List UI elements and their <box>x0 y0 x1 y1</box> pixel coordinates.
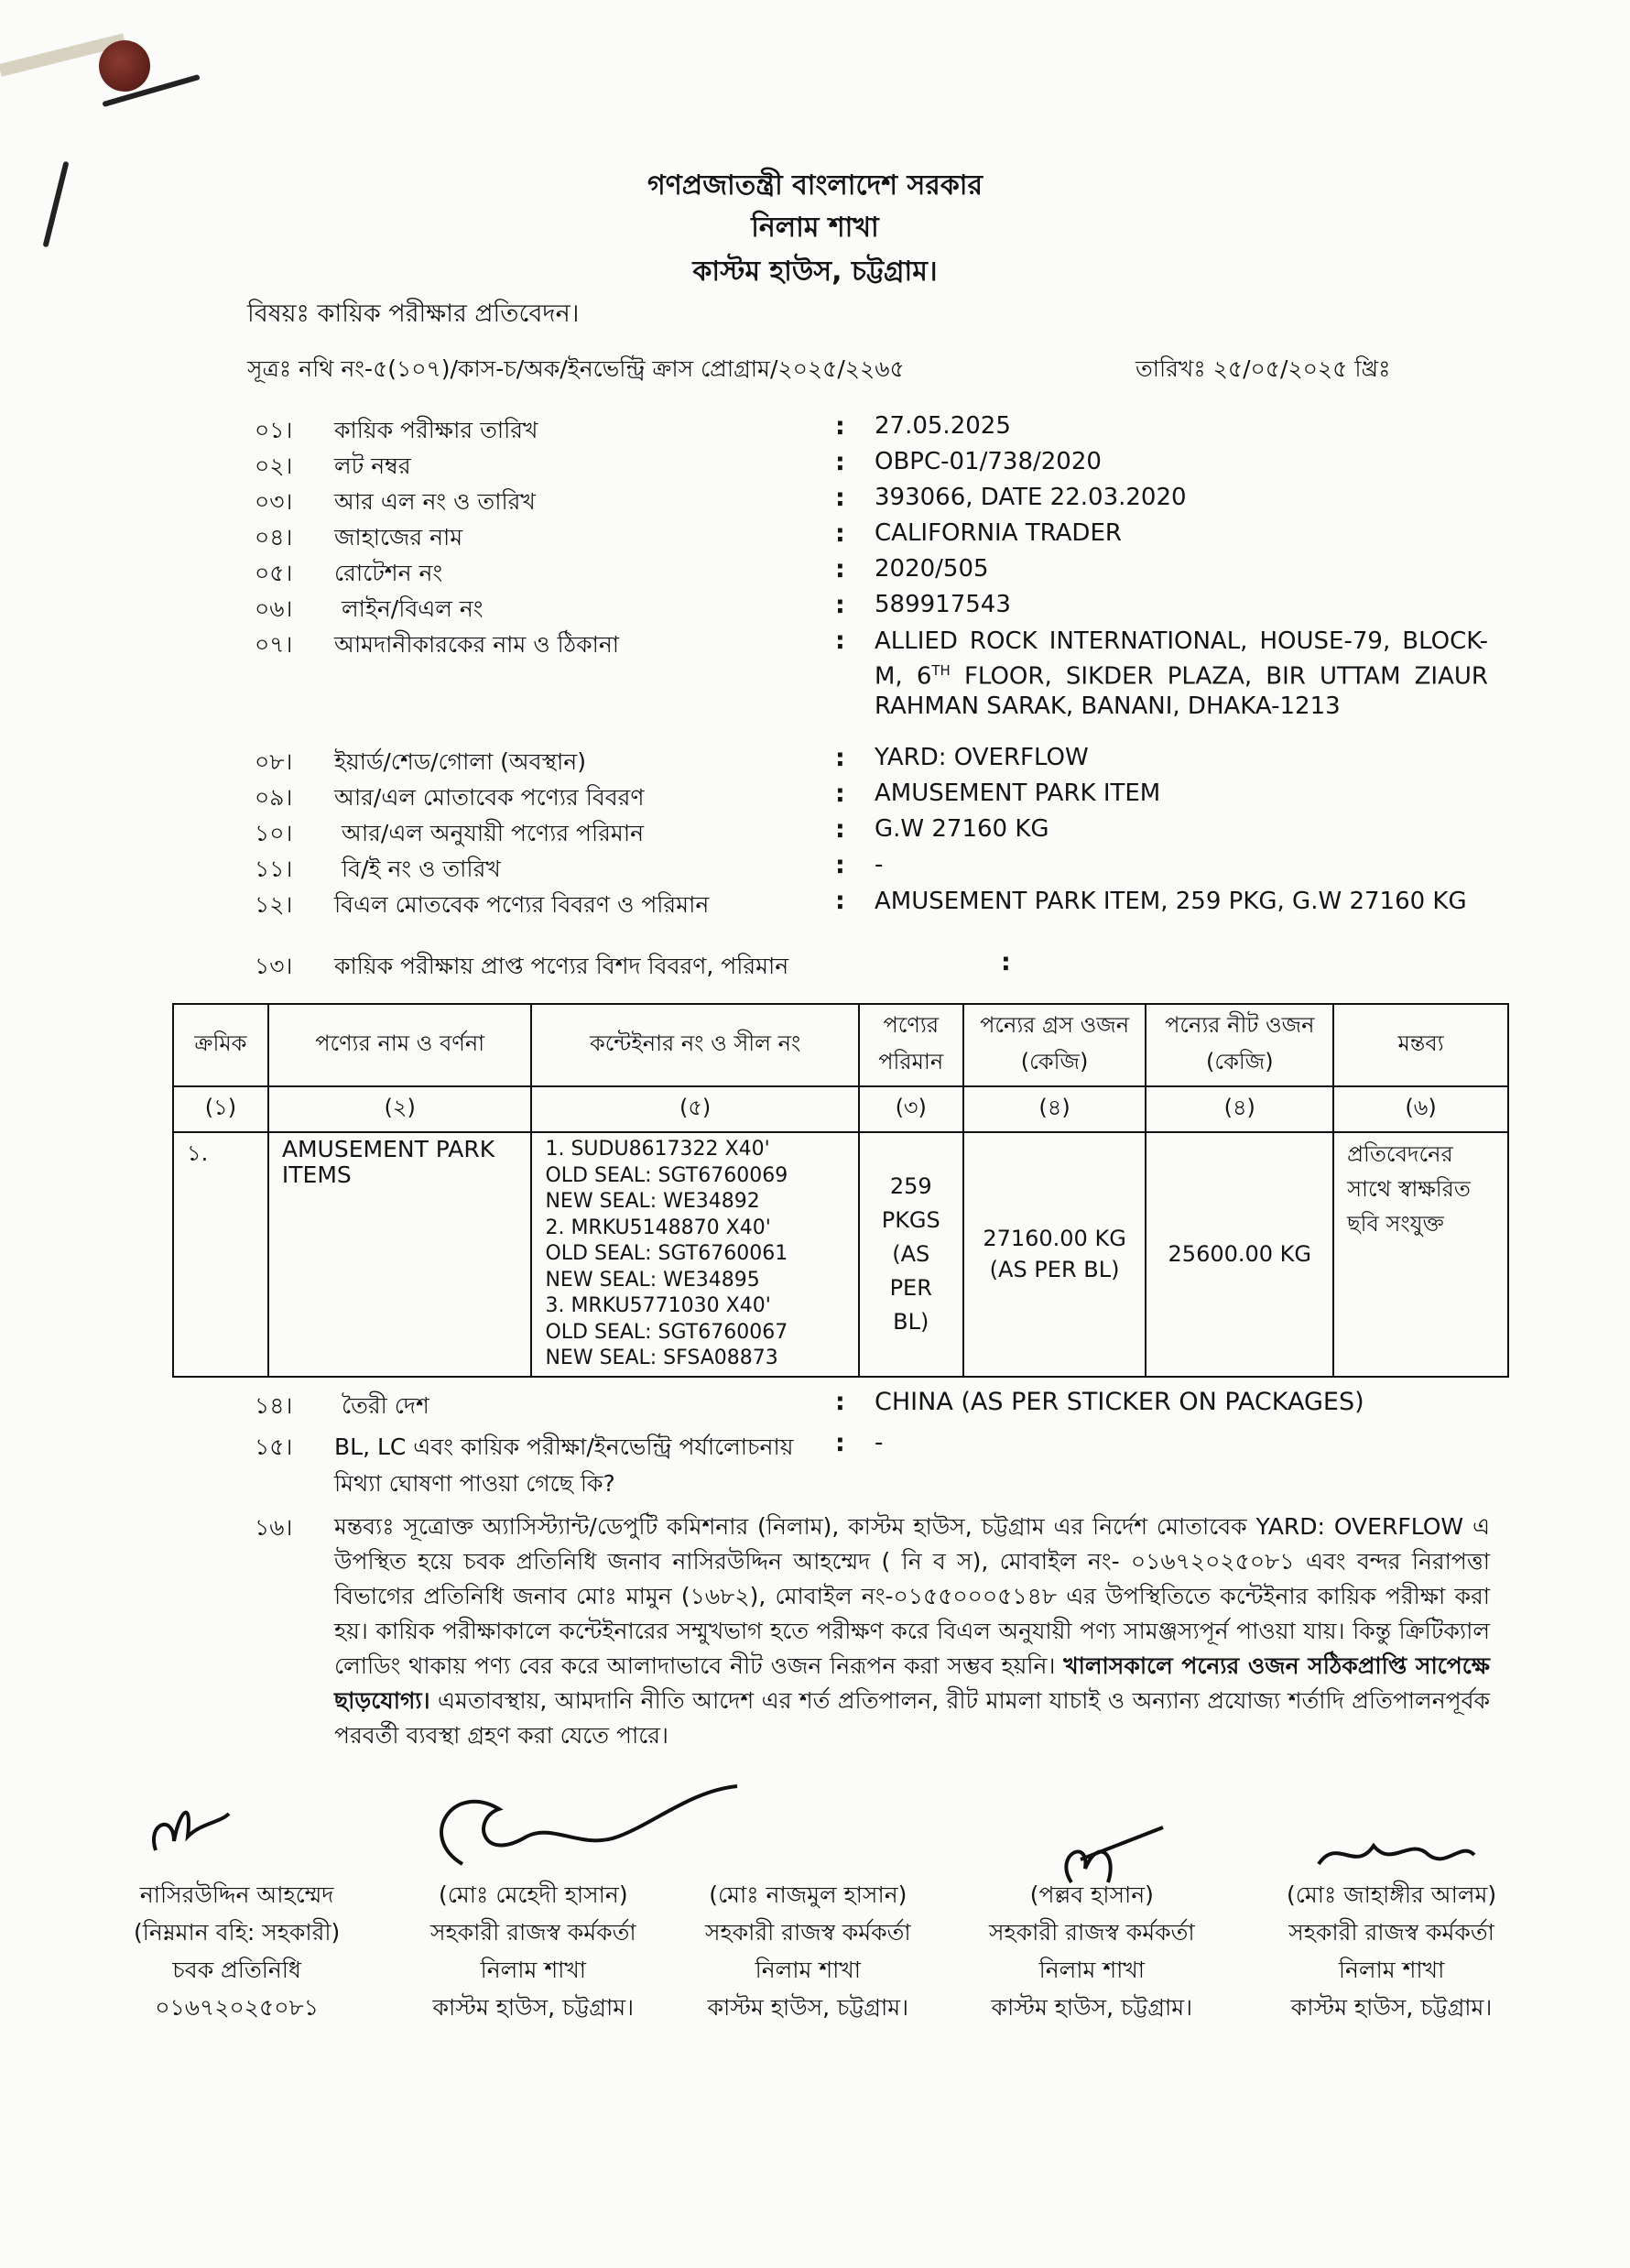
date-line: তারিখঃ ২৫/০৫/২০২৫ খ্রিঃ <box>1136 355 1391 382</box>
header-gross-weight: পন্যের গ্রস ওজন (কেজি) <box>963 1004 1146 1086</box>
index-cell: (৪) <box>963 1086 1146 1132</box>
signatory-1: নাসিরউদ্দিন আহম্মেদ (নিম্নমান বহি: সহকারী) চবক প্রতিনিধি ০১৬৭২০২৫০৮১ <box>134 1881 341 2021</box>
item-value: CALIFORNIA TRADER <box>875 519 1122 547</box>
gross-weight-cell: 27160.00 KG (AS PER BL) <box>963 1132 1146 1377</box>
header-quantity: পণ্যের পরিমান <box>859 1004 963 1086</box>
index-cell: (৩) <box>859 1086 963 1132</box>
header-remarks: মন্তব্য <box>1333 1004 1508 1086</box>
item-value: AMUSEMENT PARK ITEM <box>875 780 1161 807</box>
item-colon: : <box>835 1429 845 1457</box>
remarks-paragraph: মন্তব্যঃ সূত্রোক্ত অ্যাসিস্ট্যান্ট/ডেপুটি কমিশনার (নিলাম), কাস্টম হাউস, চট্টগ্রাম এর নির্দেশ মোতাবেক YARD: OVERFLOW এ উপস্থিত হয়ে চবক প্রতিনিধি জনাব নাসিরউদ্দিন আহম্মেদ ( নি ব স), মোবাইল নং- ০১৬৭২০২৫০৮১ এবং বন্দর নিরাপত্তা বিভাগের প্রতিনিধি জনাব মোঃ মামুন (১৬৮২), মোবাইল নং-০১৫৫০০০৫১৪৮ এর উপস্থিতিতে কন্টেইনার কায়িক পরীক্ষা করা হয়। কায়িক পরীক্ষাকালে কন্টেইনারের সম্মুখভাগ হতে পরীক্ষণ করে বিএল অনুযায়ী পণ্য সামঞ্জস্যপূর্ন পাওয়া যায়। কিন্তু ক্রিটিক্যাল লোডিং থাকায় পণ্য বের করে আলাদাভাবে নীট ওজন নিরূপন করা সম্ভব হয়নি। খালাসকালে পন্যের ওজন সঠিকপ্রাপ্তি সাপেক্ষে ছাড়যোগ্য। এমতাবস্থায়, আমদানি নীতি আদেশ এর শর্ত প্রতিপালন, রীট মামলা যাচাই ও অন্যান্য প্রযোজ্য শর্তাদি প্রতিপালনপূর্বক পরবর্তী ব্যবস্থা গ্রহণ করা যেতে পারে। <box>334 1513 1491 1749</box>
item-row-02 <box>0 448 1630 479</box>
reference-line: সূত্রঃ নথি নং-৫(১০৭)/কাস-চ/অক/ইনভেন্ট্রি ক্রাস প্রোগ্রাম/২০২৫/২২৬৫ <box>247 355 905 382</box>
header-serial: ক্রমিক <box>173 1004 268 1086</box>
goods-table <box>172 1003 1509 1378</box>
importer-address: ALLIED ROCK INTERNATIONAL, HOUSE-79, BLOCK-M, 6TH FLOOR, SIKDER PLAZA, BIR UTTAM ZIAUR RAHMAN SARAK, BANANI, DHAKA-1213 <box>875 627 1488 720</box>
item-value: OBPC-01/738/2020 <box>875 448 1102 475</box>
item-value: YARD: OVERFLOW <box>875 744 1089 771</box>
item-row-01 <box>0 412 1630 443</box>
item-label: আর এল নং ও তারিখ <box>334 488 536 515</box>
index-cell: (২) <box>268 1086 532 1132</box>
item-number: ১১। <box>255 856 293 882</box>
item-number: ১৫। <box>255 1434 293 1460</box>
signatory-4: (পল্লব হাসান) সহকারী রাজস্ব কর্মকর্তা নিলাম শাখা কাস্টম হাউস, চট্টগ্রাম। <box>989 1881 1195 2021</box>
net-weight-cell: 25600.00 KG <box>1146 1132 1333 1377</box>
item-number: ০২। <box>255 453 293 479</box>
header-goods-name: পণ্যের নাম ও বর্ণনা <box>268 1004 532 1086</box>
item-row-03 <box>0 484 1630 515</box>
item-colon: : <box>835 519 845 548</box>
item-number: ১৬। <box>255 1514 293 1541</box>
item-value: 27.05.2025 <box>875 412 1011 440</box>
item-label: জাহাজের নাম <box>334 524 463 551</box>
item-value: 393066, DATE 22.03.2020 <box>875 484 1187 511</box>
item-row-13 <box>0 948 1630 979</box>
subject-line: বিষয়ঃ কায়িক পরীক্ষার প্রতিবেদন। <box>247 300 580 328</box>
item-colon: : <box>835 412 845 441</box>
signature-mark <box>417 1782 755 1882</box>
item-colon: : <box>835 744 845 772</box>
item-colon: : <box>835 1388 845 1416</box>
item-label: তৈরী দেশ <box>342 1392 429 1419</box>
item-number: ১০। <box>255 820 293 846</box>
header-office: কাস্টম হাউস, চট্টগ্রাম। <box>692 256 938 288</box>
header-container: কন্টেইনার নং ও সীল নং <box>531 1004 858 1086</box>
item-value: 2020/505 <box>875 555 989 583</box>
item-number: ০১। <box>255 417 293 443</box>
item-colon: : <box>835 591 845 619</box>
item-number: ০৯। <box>255 784 293 811</box>
table-index-row <box>173 1086 1508 1132</box>
item-number: ১৩। <box>255 953 293 979</box>
signatory-5: (মোঃ জাহাঙ্গীর আলম) সহকারী রাজস্ব কর্মকর্তা নিলাম শাখা কাস্টম হাউস, চট্টগ্রাম। <box>1287 1881 1497 2021</box>
item-label-continued: মিথ্যা ঘোষণা পাওয়া গেছে কি? <box>334 1470 615 1497</box>
item-label: কায়িক পরীক্ষায় প্রাপ্ত পণ্যের বিশদ বিবরণ, পরিমান <box>334 953 789 979</box>
item-colon: : <box>835 448 845 476</box>
container-cell: 1. SUDU8617322 X40' OLD SEAL: SGT6760069 NEW SEAL: WE34892 2. MRKU5148870 X40' OLD SEAL: SGT6760061 NEW SEAL: WE34895 3. MRKU5771030 X40' OLD SEAL: SGT6760067 NEW SEAL: SFSA08873 <box>531 1132 858 1377</box>
item-row-14 <box>0 1388 1630 1419</box>
item-value: 589917543 <box>875 591 1011 618</box>
item-number: ০৫। <box>255 560 293 586</box>
index-cell: (৬) <box>1333 1086 1508 1132</box>
item-value: - <box>875 1429 884 1456</box>
goods-name-cell: AMUSEMENT PARK ITEMS <box>268 1132 532 1377</box>
item-value: G.W 27160 KG <box>875 815 1049 843</box>
item-label: কায়িক পরীক্ষার তারিখ <box>334 417 538 443</box>
index-cell: (১) <box>173 1086 268 1132</box>
item-number: ১৪। <box>255 1392 293 1419</box>
item-colon: : <box>835 851 845 879</box>
signatory-2: (মোঃ মেহেদী হাসান) সহকারী রাজস্ব কর্মকর্তা নিলাম শাখা কাস্টম হাউস, চট্টগ্রাম। <box>430 1881 636 2021</box>
item-colon: : <box>835 815 845 844</box>
item-label: লট নম্বর <box>334 453 411 479</box>
item-label: আর/এল অনুযায়ী পণ্যের পরিমান <box>342 820 644 846</box>
header-government: গণপ্রজাতন্ত্রী বাংলাদেশ সরকার <box>647 169 983 202</box>
item-label: বি/ই নং ও তারিখ <box>342 856 501 882</box>
item-row-06 <box>0 591 1630 622</box>
item-row-11 <box>0 851 1630 882</box>
item-row-10 <box>0 815 1630 846</box>
table-row <box>173 1132 1508 1377</box>
signature-mark <box>137 1786 247 1869</box>
item-colon: : <box>835 484 845 512</box>
serial-cell: ১. <box>173 1132 268 1377</box>
remarks-cell: প্রতিবেদনের সাথে স্বাক্ষরিত ছবি সংযুক্ত <box>1333 1132 1508 1377</box>
item-label: লাইন/বিএল নং <box>342 595 484 622</box>
signature-mark <box>1309 1827 1483 1882</box>
header-branch: নিলাম শাখা <box>751 212 879 244</box>
item-colon: : <box>835 627 845 655</box>
header-net-weight: পন্যের নীট ওজন (কেজি) <box>1146 1004 1333 1086</box>
quantity-cell: 259 PKGS (AS PER BL) <box>859 1132 963 1377</box>
item-colon: : <box>1001 948 1011 976</box>
item-row-04 <box>0 519 1630 551</box>
item-label: ইয়ার্ড/শেড/গোলা (অবস্থান) <box>334 748 586 775</box>
item-row-05 <box>0 555 1630 586</box>
table-header-row <box>173 1004 1508 1086</box>
item-number: ০৬। <box>255 595 293 622</box>
item-label: আমদানীকারকের নাম ও ঠিকানা <box>334 631 619 658</box>
item-number: ০৪। <box>255 524 293 551</box>
item-row-12 <box>0 887 1630 918</box>
item-number: ০৩। <box>255 488 293 515</box>
item-label: রোটেশন নং <box>334 560 443 586</box>
item-number: ১২। <box>255 891 293 918</box>
item-label: আর/এল মোতাবেক পণ্যের বিবরণ <box>334 784 645 811</box>
index-cell: (৪) <box>1146 1086 1333 1132</box>
item-value: - <box>875 851 884 878</box>
item-colon: : <box>835 780 845 808</box>
item-label: বিএল মোতবেক পণ্যের বিবরণ ও পরিমান <box>334 891 710 918</box>
item-value: AMUSEMENT PARK ITEM, 259 PKG, G.W 27160 KG <box>875 888 1467 915</box>
item-number: ০৮। <box>255 748 293 775</box>
item-colon: : <box>835 887 845 915</box>
item-number: ০৭। <box>255 631 293 658</box>
item-row-15 <box>0 1429 1630 1497</box>
item-row-08 <box>0 744 1630 775</box>
signatory-3: (মোঃ নাজমুল হাসান) সহকারী রাজস্ব কর্মকর্তা নিলাম শাখা কাস্টম হাউস, চট্টগ্রাম। <box>705 1881 911 2021</box>
index-cell: (৫) <box>531 1086 858 1132</box>
item-value: CHINA (AS PER STICKER ON PACKAGES) <box>875 1388 1364 1416</box>
item-colon: : <box>835 555 845 583</box>
pin-head <box>99 40 150 92</box>
item-label: BL, LC এবং কায়িক পরীক্ষা/ইনভেন্ট্রি পর্যালোচনায় <box>334 1434 794 1460</box>
